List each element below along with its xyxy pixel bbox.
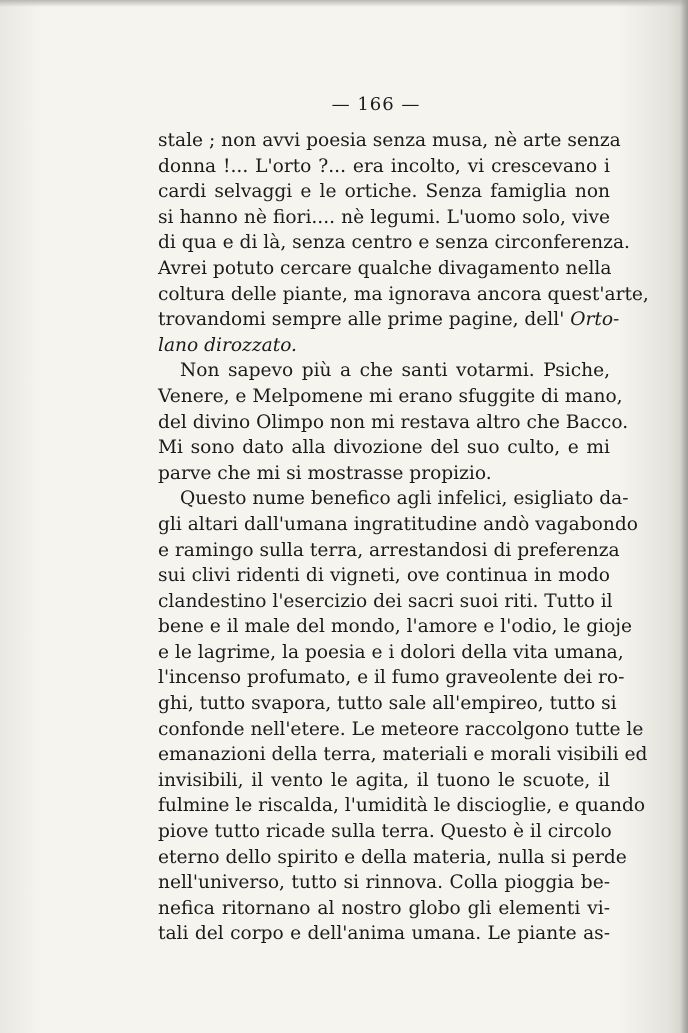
text-line bbox=[158, 154, 610, 180]
text-line bbox=[158, 717, 644, 743]
text-line bbox=[158, 845, 627, 871]
text-line bbox=[158, 179, 610, 205]
text-line bbox=[158, 256, 610, 282]
text-line bbox=[158, 205, 610, 231]
text-line bbox=[158, 282, 649, 308]
text-line bbox=[158, 538, 620, 564]
text-line bbox=[158, 435, 610, 461]
text-line-content: sui clivi ridenti di vigneti, ove continua in modo bbox=[158, 565, 610, 587]
text-line bbox=[158, 128, 621, 154]
text-line-content: bene e il male del mondo, l'amore e l'odio, le gioje bbox=[158, 616, 633, 638]
text-line-content: si hanno nè fiori.... nè legumi. L'uomo solo, vive bbox=[158, 206, 610, 228]
text-line bbox=[158, 614, 633, 640]
text-line bbox=[158, 358, 610, 384]
text-line-content: e le lagrime, la poesia e i dolori della vita umana, bbox=[158, 641, 624, 663]
text-line bbox=[158, 870, 610, 896]
text-line-content: Avrei potuto cercare qualche divagamento nella bbox=[158, 257, 612, 279]
text-line bbox=[158, 512, 638, 538]
page-number: — 166 — bbox=[331, 94, 421, 115]
text-line-content: clandestino l'esercizio dei sacri suoi riti. Tutto il bbox=[158, 590, 613, 612]
text-line-content: cardi selvaggi e le ortiche. Senza famiglia non bbox=[158, 181, 610, 203]
text-line bbox=[158, 486, 629, 512]
text-line bbox=[158, 563, 610, 589]
text-line-content: del divino Olimpo non mi restava altro che Bacco. bbox=[158, 411, 629, 433]
text-line-content: Non sapevo più a che santi votarmi. Psiche, bbox=[180, 360, 610, 382]
text-line-content: l'incenso profumato, e il fumo graveolente dei ro- bbox=[158, 667, 625, 689]
italic-title-text: lano dirozzato. bbox=[158, 334, 297, 356]
text-line-content: di qua e di là, senza centro e senza circonferenza. bbox=[158, 232, 630, 254]
text-line bbox=[158, 230, 630, 256]
text-line-content: coltura delle piante, ma ignorava ancora quest'arte, bbox=[158, 283, 649, 305]
text-line bbox=[158, 921, 610, 947]
text-line-content: confonde nell'etere. Le meteore raccolgono tutte le bbox=[158, 718, 644, 740]
text-line-content: nell'universo, tutto si rinnova. Colla pioggia be- bbox=[158, 872, 610, 894]
text-line-content: gli altari dall'umana ingratitudine andò vagabondo bbox=[158, 513, 638, 535]
page-binding-shadow bbox=[680, 0, 688, 1033]
text-line-content: invisibili, il vento le agita, il tuono le scuote, il bbox=[158, 769, 610, 791]
text-line bbox=[158, 768, 610, 794]
text-line-content: trovandomi sempre alle prime pagine, dell' bbox=[158, 309, 571, 331]
text-line bbox=[158, 307, 620, 333]
text-line-content: nefica ritornano al nostro globo gli elementi vi- bbox=[158, 897, 610, 919]
text-line-content: emanazioni della terra, materiali e morali visibili ed bbox=[158, 744, 648, 766]
text-line-content: Questo nume benefico agli infelici, esigliato da- bbox=[180, 488, 629, 510]
text-line-content: Mi sono dato alla divozione del suo culto, e mi bbox=[158, 437, 610, 459]
text-line bbox=[158, 665, 625, 691]
text-line bbox=[158, 742, 648, 768]
text-line bbox=[158, 896, 610, 922]
page-top-shadow bbox=[0, 0, 688, 7]
text-line bbox=[158, 793, 646, 819]
page-body-text bbox=[158, 128, 649, 947]
text-line-content: e ramingo sulla terra, arrestandosi di preferenza bbox=[158, 539, 620, 561]
text-line bbox=[158, 461, 610, 487]
text-line-content: piove tutto ricade sulla terra. Questo è il circolo bbox=[158, 821, 612, 843]
text-line bbox=[158, 384, 623, 410]
text-line-content: fulmine le riscalda, l'umidità le discioglie, e quando bbox=[158, 795, 646, 817]
text-line-content: parve che mi si mostrasse propizio. bbox=[158, 462, 492, 484]
text-line bbox=[158, 589, 613, 615]
text-line-content: Venere, e Melpomene mi erano sfuggite di mano, bbox=[158, 385, 623, 407]
text-line-content: ghi, tutto svapora, tutto sale all'empireo, tutto si bbox=[158, 693, 617, 715]
text-line bbox=[158, 640, 624, 666]
text-line bbox=[158, 819, 610, 845]
text-line bbox=[158, 410, 629, 436]
text-line bbox=[158, 691, 617, 717]
text-line-content: donna !... L'orto ?... era incolto, vi crescevano i bbox=[158, 155, 610, 177]
text-line bbox=[158, 333, 610, 359]
text-line-content: eterno dello spirito e della materia, nulla si perde bbox=[158, 846, 627, 868]
text-line-content: stale ; non avvi poesia senza musa, nè arte senza bbox=[158, 130, 621, 151]
italic-title-text: Orto- bbox=[570, 309, 620, 331]
text-line-content: tali del corpo e dell'anima umana. Le piante as- bbox=[158, 923, 610, 945]
